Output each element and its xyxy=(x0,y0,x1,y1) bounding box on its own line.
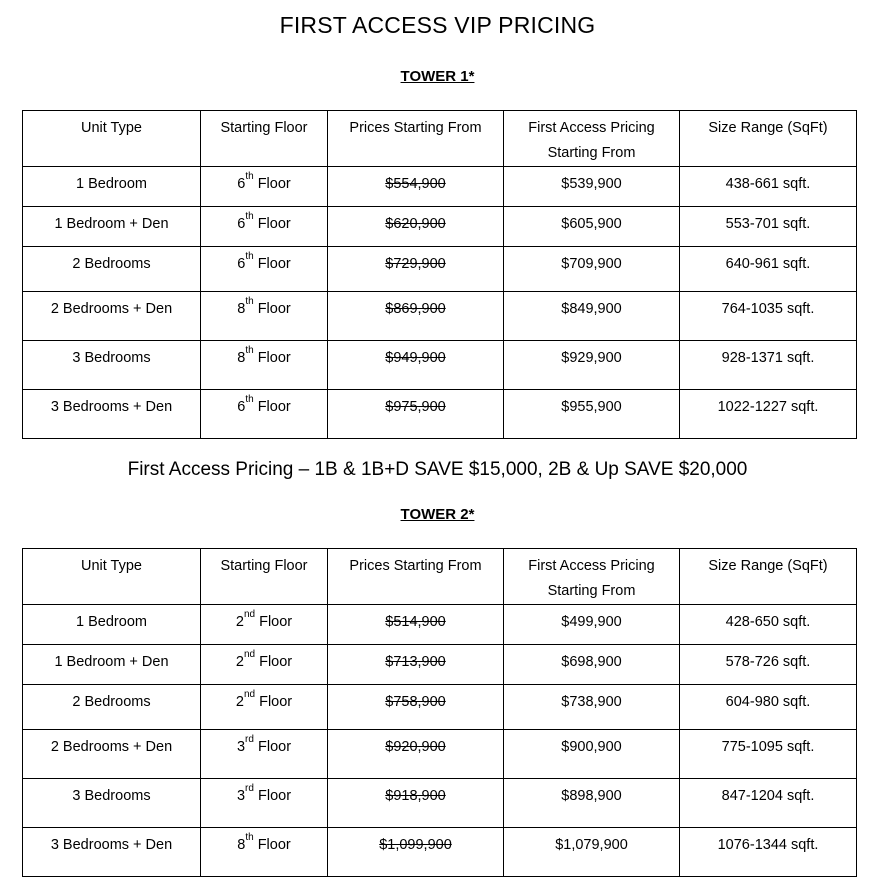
first-access-price-cell: $849,900 xyxy=(504,292,680,341)
header-prices-starting-from: Prices Starting From xyxy=(328,549,504,605)
floor-ordinal-suffix: th xyxy=(245,394,254,405)
original-price-cell xyxy=(328,247,504,292)
first-access-price-cell: $499,900 xyxy=(504,605,680,645)
floor-ordinal-suffix: th xyxy=(245,171,254,182)
unit-type-cell: 3 Bedrooms xyxy=(23,779,201,828)
floor-ordinal-suffix: nd xyxy=(243,609,256,620)
table-row xyxy=(23,605,857,645)
table-row xyxy=(23,828,857,877)
size-range-cell: 847-1204 sqft. xyxy=(680,779,857,828)
floor-number: 8 xyxy=(237,837,246,853)
size-range-cell: 553-701 sqft. xyxy=(680,207,857,247)
table-row xyxy=(23,390,857,439)
tower-2-pricing-table xyxy=(22,548,857,877)
original-price-struck: $554,900 xyxy=(385,176,446,192)
floor-word: Floor xyxy=(257,176,291,192)
tower-2-rows xyxy=(23,605,857,877)
header-first-access-line2: Starting From xyxy=(547,583,636,599)
size-range-cell: 1076-1344 sqft. xyxy=(680,828,857,877)
table-row xyxy=(23,341,857,390)
floor-number: 2 xyxy=(235,614,244,630)
starting-floor-cell xyxy=(201,341,328,390)
unit-type-cell: 1 Bedroom xyxy=(23,605,201,645)
starting-floor-cell xyxy=(201,828,328,877)
header-unit-type: Unit Type xyxy=(23,549,201,605)
starting-floor-cell xyxy=(201,605,328,645)
original-price-struck: $920,900 xyxy=(385,739,446,755)
size-range-cell: 438-661 sqft. xyxy=(680,167,857,207)
floor-number: 6 xyxy=(237,216,246,232)
floor-number: 3 xyxy=(236,739,246,755)
table-row xyxy=(23,247,857,292)
original-price-struck: $758,900 xyxy=(385,694,446,710)
tower-1-heading: TOWER 1* xyxy=(400,68,475,85)
size-range-cell: 928-1371 sqft. xyxy=(680,341,857,390)
floor-ordinal-suffix: th xyxy=(245,832,254,843)
table-row xyxy=(23,685,857,730)
size-range-cell: 578-726 sqft. xyxy=(680,645,857,685)
first-access-price-cell: $605,900 xyxy=(504,207,680,247)
floor-ordinal-suffix: rd xyxy=(245,783,254,794)
original-price-cell xyxy=(328,207,504,247)
original-price-cell xyxy=(328,828,504,877)
floor-word: Floor xyxy=(259,694,293,710)
original-price-struck: $949,900 xyxy=(385,350,446,366)
tower-2-heading: TOWER 2* xyxy=(400,506,475,523)
table-row xyxy=(23,292,857,341)
tower-1-pricing-table xyxy=(22,110,857,439)
original-price-cell xyxy=(328,645,504,685)
unit-type-cell: 2 Bedrooms + Den xyxy=(23,292,201,341)
header-first-access-pricing xyxy=(504,111,680,167)
header-unit-type: Unit Type xyxy=(23,111,201,167)
floor-number: 8 xyxy=(237,301,246,317)
original-price-struck: $620,900 xyxy=(385,216,446,232)
original-price-cell xyxy=(328,730,504,779)
first-access-price-cell: $738,900 xyxy=(504,685,680,730)
original-price-struck: $729,900 xyxy=(385,256,446,272)
starting-floor-cell xyxy=(201,779,328,828)
header-size-range: Size Range (SqFt) xyxy=(680,111,857,167)
first-access-price-cell: $539,900 xyxy=(504,167,680,207)
floor-ordinal-suffix: th xyxy=(245,211,254,222)
floor-ordinal-suffix: nd xyxy=(243,689,256,700)
starting-floor-cell xyxy=(201,645,328,685)
original-price-cell xyxy=(328,167,504,207)
header-starting-floor: Starting Floor xyxy=(201,549,328,605)
size-range-cell: 640-961 sqft. xyxy=(680,247,857,292)
floor-word: Floor xyxy=(259,614,293,630)
first-access-price-cell: $698,900 xyxy=(504,645,680,685)
floor-word: Floor xyxy=(257,350,291,366)
original-price-struck: $514,900 xyxy=(385,614,446,630)
floor-word: Floor xyxy=(257,788,292,804)
size-range-cell: 604-980 sqft. xyxy=(680,685,857,730)
unit-type-cell: 2 Bedrooms + Den xyxy=(23,730,201,779)
unit-type-cell: 3 Bedrooms xyxy=(23,341,201,390)
unit-type-cell: 2 Bedrooms xyxy=(23,685,201,730)
floor-number: 6 xyxy=(237,256,246,272)
unit-type-cell: 2 Bedrooms xyxy=(23,247,201,292)
original-price-struck: $1,099,900 xyxy=(379,837,452,853)
floor-word: Floor xyxy=(257,837,291,853)
floor-word: Floor xyxy=(257,216,291,232)
savings-note: First Access Pricing – 1B & 1B+D SAVE $15,000, 2B & Up SAVE $20,000 xyxy=(127,459,748,480)
first-access-price-cell: $900,900 xyxy=(504,730,680,779)
floor-number: 8 xyxy=(237,350,246,366)
unit-type-cell: 3 Bedrooms + Den xyxy=(23,828,201,877)
unit-type-cell: 1 Bedroom xyxy=(23,167,201,207)
floor-ordinal-suffix: th xyxy=(245,251,254,262)
starting-floor-cell xyxy=(201,390,328,439)
starting-floor-cell xyxy=(201,685,328,730)
starting-floor-cell xyxy=(201,207,328,247)
unit-type-cell: 1 Bedroom + Den xyxy=(23,207,201,247)
floor-ordinal-suffix: th xyxy=(245,345,254,356)
floor-word: Floor xyxy=(259,654,293,670)
table-header-row xyxy=(23,111,857,167)
floor-number: 6 xyxy=(237,399,246,415)
first-access-price-cell: $709,900 xyxy=(504,247,680,292)
tower-1-rows xyxy=(23,167,857,439)
original-price-cell xyxy=(328,341,504,390)
table-row xyxy=(23,730,857,779)
size-range-cell: 428-650 sqft. xyxy=(680,605,857,645)
floor-number: 6 xyxy=(237,176,246,192)
table-row xyxy=(23,779,857,828)
original-price-struck: $713,900 xyxy=(385,654,446,670)
header-starting-floor: Starting Floor xyxy=(201,111,328,167)
table-row xyxy=(23,645,857,685)
table-row xyxy=(23,167,857,207)
floor-word: Floor xyxy=(257,399,291,415)
floor-ordinal-suffix: rd xyxy=(245,734,254,745)
unit-type-cell: 3 Bedrooms + Den xyxy=(23,390,201,439)
starting-floor-cell xyxy=(201,167,328,207)
original-price-cell xyxy=(328,779,504,828)
original-price-struck: $869,900 xyxy=(385,301,446,317)
page-title: FIRST ACCESS VIP PRICING xyxy=(279,12,596,38)
first-access-price-cell: $1,079,900 xyxy=(504,828,680,877)
original-price-struck: $975,900 xyxy=(385,399,446,415)
table-header-row xyxy=(23,549,857,605)
header-first-access-line2: Starting From xyxy=(547,145,636,161)
first-access-price-cell: $929,900 xyxy=(504,341,680,390)
first-access-price-cell: $898,900 xyxy=(504,779,680,828)
original-price-struck: $918,900 xyxy=(385,788,446,804)
header-size-range: Size Range (SqFt) xyxy=(680,549,857,605)
original-price-cell xyxy=(328,685,504,730)
original-price-cell xyxy=(328,390,504,439)
floor-number: 3 xyxy=(236,788,246,804)
floor-word: Floor xyxy=(257,256,291,272)
size-range-cell: 764-1035 sqft. xyxy=(680,292,857,341)
original-price-cell xyxy=(328,292,504,341)
floor-number: 2 xyxy=(235,654,244,670)
size-range-cell: 1022-1227 sqft. xyxy=(680,390,857,439)
header-first-access-line1: First Access Pricing xyxy=(528,558,655,574)
header-first-access-line1: First Access Pricing xyxy=(528,120,655,136)
header-prices-starting-from: Prices Starting From xyxy=(328,111,504,167)
first-access-price-cell: $955,900 xyxy=(504,390,680,439)
floor-ordinal-suffix: th xyxy=(245,296,254,307)
header-first-access-pricing xyxy=(504,549,680,605)
floor-word: Floor xyxy=(257,301,291,317)
original-price-cell xyxy=(328,605,504,645)
starting-floor-cell xyxy=(201,730,328,779)
table-row xyxy=(23,207,857,247)
size-range-cell: 775-1095 sqft. xyxy=(680,730,857,779)
floor-number: 2 xyxy=(235,694,244,710)
starting-floor-cell xyxy=(201,247,328,292)
floor-ordinal-suffix: nd xyxy=(243,649,256,660)
unit-type-cell: 1 Bedroom + Den xyxy=(23,645,201,685)
starting-floor-cell xyxy=(201,292,328,341)
floor-word: Floor xyxy=(257,739,292,755)
